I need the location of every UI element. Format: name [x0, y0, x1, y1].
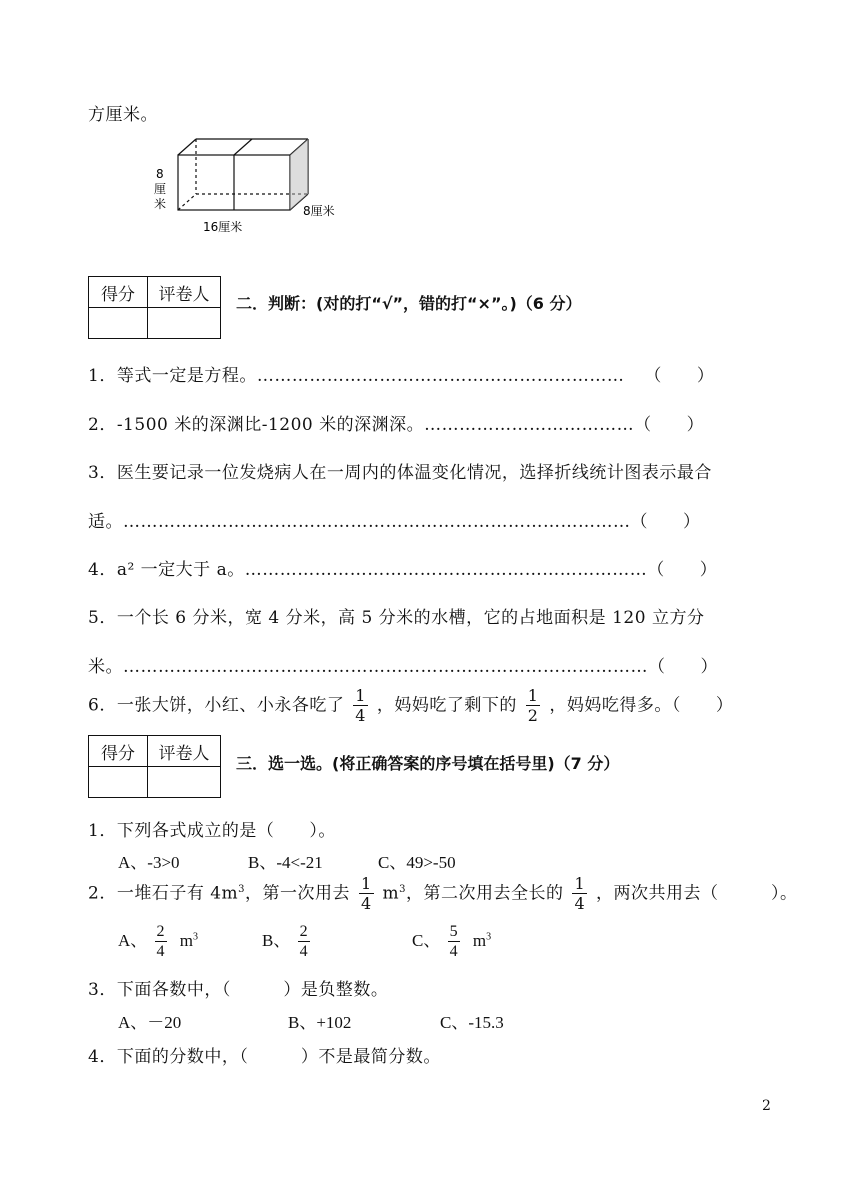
choice-q1-b: B、-4<-21: [248, 853, 323, 872]
judge-item-3-cont: 适。……………………………………………………………………………（ ）: [88, 512, 701, 532]
judge-item-4: 4．a² 一定大于 a。……………………………………………………………（ ）: [88, 560, 718, 580]
section3-title: 三．选一选。(将正确答案的序号填在括号里)（7 分）: [236, 754, 620, 773]
judge-item-5-cont: 米。………………………………………………………………………………（ ）: [88, 657, 718, 677]
choice-q1-stem: 1．下列各式成立的是（ ）。: [88, 821, 336, 841]
judge-item-1: 1．等式一定是方程。……………………………………………………… （ ）: [88, 366, 715, 386]
judge-item-5: 5．一个长 6 分米，宽 4 分米，高 5 分米的水槽，它的占地面积是 120 立方分: [88, 608, 705, 628]
choice-q3-stem: 3．下面各数中，（ ）是负整数。: [88, 980, 389, 1000]
score-cell: [89, 767, 148, 798]
section2-title: 二．判断：(对的打“√”，错的打“×”。)（6 分）: [236, 294, 582, 313]
judge-item-6: 6．一张大饼，小红、小永各吃了 $\frac{1}{4}$ ，妈妈吃了剩下的 $\frac{1}{2}$ ，妈妈吃得多。（ ）: [88, 686, 734, 725]
score-box-section3: [88, 735, 221, 798]
height-label-2: 米: [154, 197, 167, 211]
score-cell: [89, 308, 148, 339]
choice-q3-b: B、+102: [288, 1013, 352, 1032]
page-number: 2: [762, 1098, 771, 1114]
choice-q2-b: B、 $\frac{2}{4}$: [262, 923, 308, 960]
length-label: 16厘米: [203, 220, 243, 234]
grader-cell: [148, 767, 221, 798]
fraction-one-quarter: $\frac{1}{4}$: [355, 686, 366, 725]
carryover-text: 方厘米。: [88, 105, 158, 125]
fraction-q2-first: $\frac{1}{4}$: [360, 874, 372, 913]
grader-header: 评卷人: [148, 277, 221, 308]
cuboid-figure: [148, 133, 348, 238]
score-header: 得分: [89, 736, 148, 767]
choice-q2-c: C、 $\frac{5}{4}$ $m^3$: [412, 923, 492, 960]
choice-q3-a: A、－20: [118, 1013, 182, 1032]
choice-q2-a: A、 $\frac{2}{4}$ $m^3$: [118, 923, 199, 960]
height-label-1: 厘: [154, 182, 167, 196]
choice-q1-a: A、-3>0: [118, 853, 180, 872]
choice-q2-stem: 2．一堆石子有 $4m^3$，第一次用去 $\frac{1}{4}$ $m^3$，第二次用去全长的 $\frac{1}{4}$ ，两次共用去（ ）。: [88, 874, 798, 913]
grader-cell: [148, 308, 221, 339]
height-label-num: 8: [156, 167, 164, 181]
choice-q3-c: C、-15.3: [440, 1013, 504, 1032]
choice-q1-c: C、49>-50: [378, 853, 456, 872]
score-box-section2: [88, 276, 221, 339]
choice-q4-stem: 4．下面的分数中，（ ）不是最简分数。: [88, 1047, 441, 1067]
judge-item-2: 2．-1500 米的深渊比-1200 米的深渊深。………………………………（ ）: [88, 415, 705, 435]
score-header: 得分: [89, 277, 148, 308]
judge-item-3: 3．医生要记录一位发烧病人在一周内的体温变化情况，选择折线统计图表示最合: [88, 463, 712, 483]
fraction-q2-second: $\frac{1}{4}$: [574, 874, 586, 913]
grader-header: 评卷人: [148, 736, 221, 767]
fraction-one-half: $\frac{1}{2}$: [527, 686, 539, 725]
depth-label: 8厘米: [303, 204, 335, 218]
